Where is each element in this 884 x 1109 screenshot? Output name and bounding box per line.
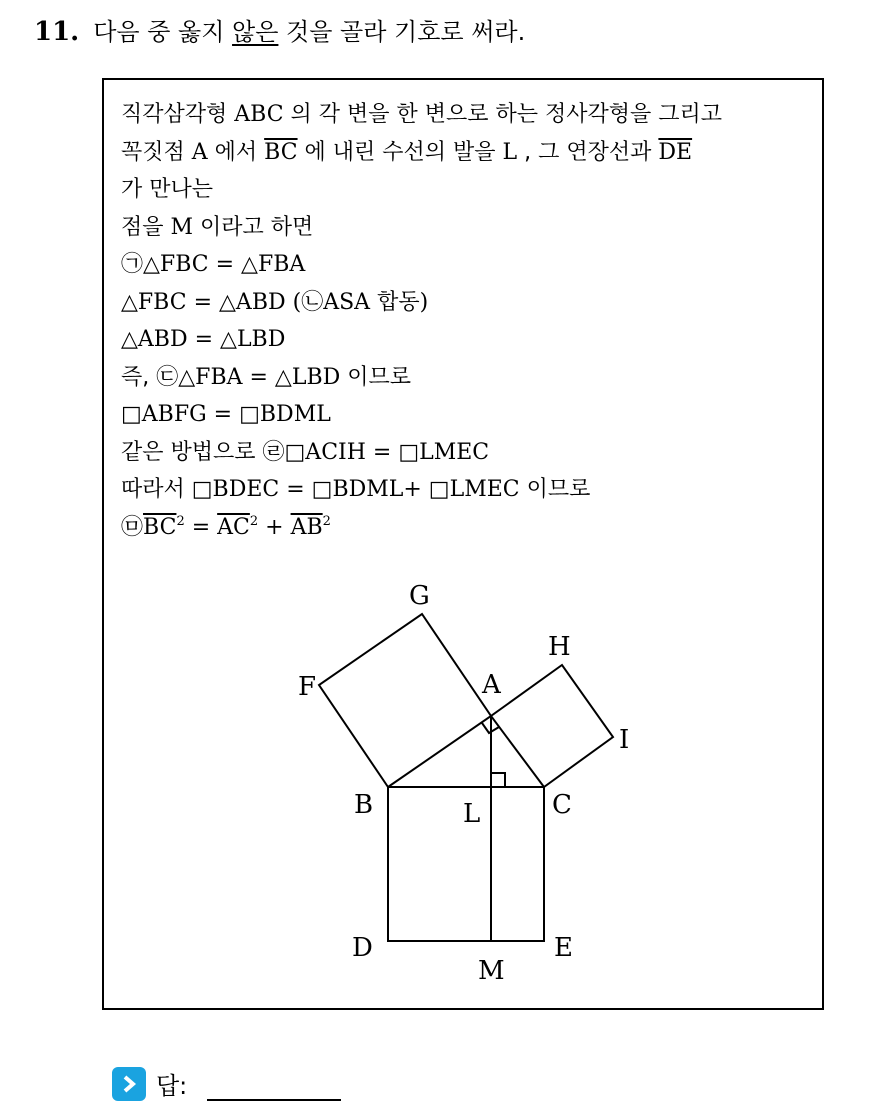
chevron-right-icon	[112, 1067, 146, 1101]
question-text-before: 다음 중 옳지	[93, 18, 233, 46]
label-g: G	[409, 581, 430, 611]
proof-segment: , 그 연장선과	[517, 139, 659, 165]
proof-segment: 2	[249, 513, 259, 529]
answer-label: 답:	[156, 1072, 188, 1100]
proof-segment: 에서	[207, 139, 265, 165]
proof-segment: 같은 방법으로	[121, 439, 263, 465]
answer-area	[112, 1066, 341, 1101]
label-c: C	[552, 790, 572, 820]
proof-segment: $\overline{DE}$	[658, 139, 693, 165]
proof-segment: 따라서	[121, 477, 192, 502]
proof-segment: =	[184, 514, 218, 540]
proof-segment: 가 만나는	[121, 177, 214, 202]
proof-segment: □ACIH = □LMEC	[284, 439, 490, 465]
proof-segment: ASA	[323, 289, 378, 315]
proof-segment: $\overline{AC}$	[217, 514, 250, 540]
question-text-after: 것을 골라 기호로 써라.	[278, 18, 526, 46]
proof-segment: □ABFG = □BDML	[121, 402, 331, 427]
proof-segment: ㉤	[121, 514, 144, 540]
label-d: D	[352, 933, 373, 963]
proof-segment: 즉,	[121, 364, 157, 390]
proof-segment: 이므로	[347, 364, 412, 390]
proof-segment: □BDEC = □BDML+ □LMEC	[191, 477, 527, 502]
proof-segment: $\overline{BC}$	[264, 139, 298, 165]
answer-blank[interactable]	[207, 1067, 341, 1101]
proof-segment: $\overline{BC}$	[143, 514, 177, 540]
proof-segment: +	[258, 514, 291, 540]
label-i: I	[619, 725, 630, 755]
proof-segment: 에 내린 수선의 발을	[297, 139, 503, 165]
proof-segment: 2	[322, 513, 331, 529]
label-m: M	[478, 956, 505, 986]
proof-segment: 이라고 하면	[193, 214, 314, 240]
proof-segment: ㉡	[301, 289, 324, 315]
proof-segment: △ABD = △LBD	[121, 327, 286, 352]
proof-segment: M	[170, 214, 194, 240]
proof-segment: ABC	[234, 102, 284, 127]
proof-segment: △FBC = △FBA	[143, 252, 306, 277]
proof-segment: L	[502, 139, 518, 165]
square-acih	[491, 665, 613, 787]
proof-segment: 2	[176, 513, 185, 529]
proof-box	[102, 78, 824, 1010]
right-angle-mark-l	[491, 773, 505, 787]
proof-segment: 이므로	[526, 477, 591, 502]
label-b: B	[354, 790, 374, 820]
question-text-underlined: 않은	[232, 18, 279, 46]
proof-segment: 점을	[121, 214, 171, 240]
proof-segment: △FBA = △LBD	[178, 364, 348, 390]
proof-segment: A	[191, 139, 208, 165]
proof-segment: )	[419, 289, 429, 315]
question-text	[93, 18, 525, 46]
label-f: F	[298, 672, 317, 702]
label-e: E	[554, 933, 573, 963]
proof-segment: $\overline{AB}$	[290, 514, 323, 540]
proof-segment: 합동	[377, 289, 420, 315]
proof-segment: ㉠	[121, 252, 144, 277]
proof-segment: 꼭짓점	[121, 139, 192, 165]
question-header	[34, 12, 525, 47]
proof-segment: 직각삼각형	[121, 102, 235, 127]
pythagoras-diagram	[104, 80, 826, 1012]
proof-segment: ㉢	[156, 364, 179, 390]
proof-segment: 의 각 변을 한 변으로 하는 정사각형을 그리고	[283, 102, 723, 127]
label-a: A	[482, 670, 501, 700]
question-number: 11.	[34, 17, 80, 47]
square-abfg	[319, 614, 491, 787]
proof-segment: ㉣	[262, 439, 285, 465]
label-l: L	[463, 799, 481, 829]
proof-segment: △FBC = △ABD (	[121, 289, 302, 315]
label-h: H	[548, 632, 571, 662]
